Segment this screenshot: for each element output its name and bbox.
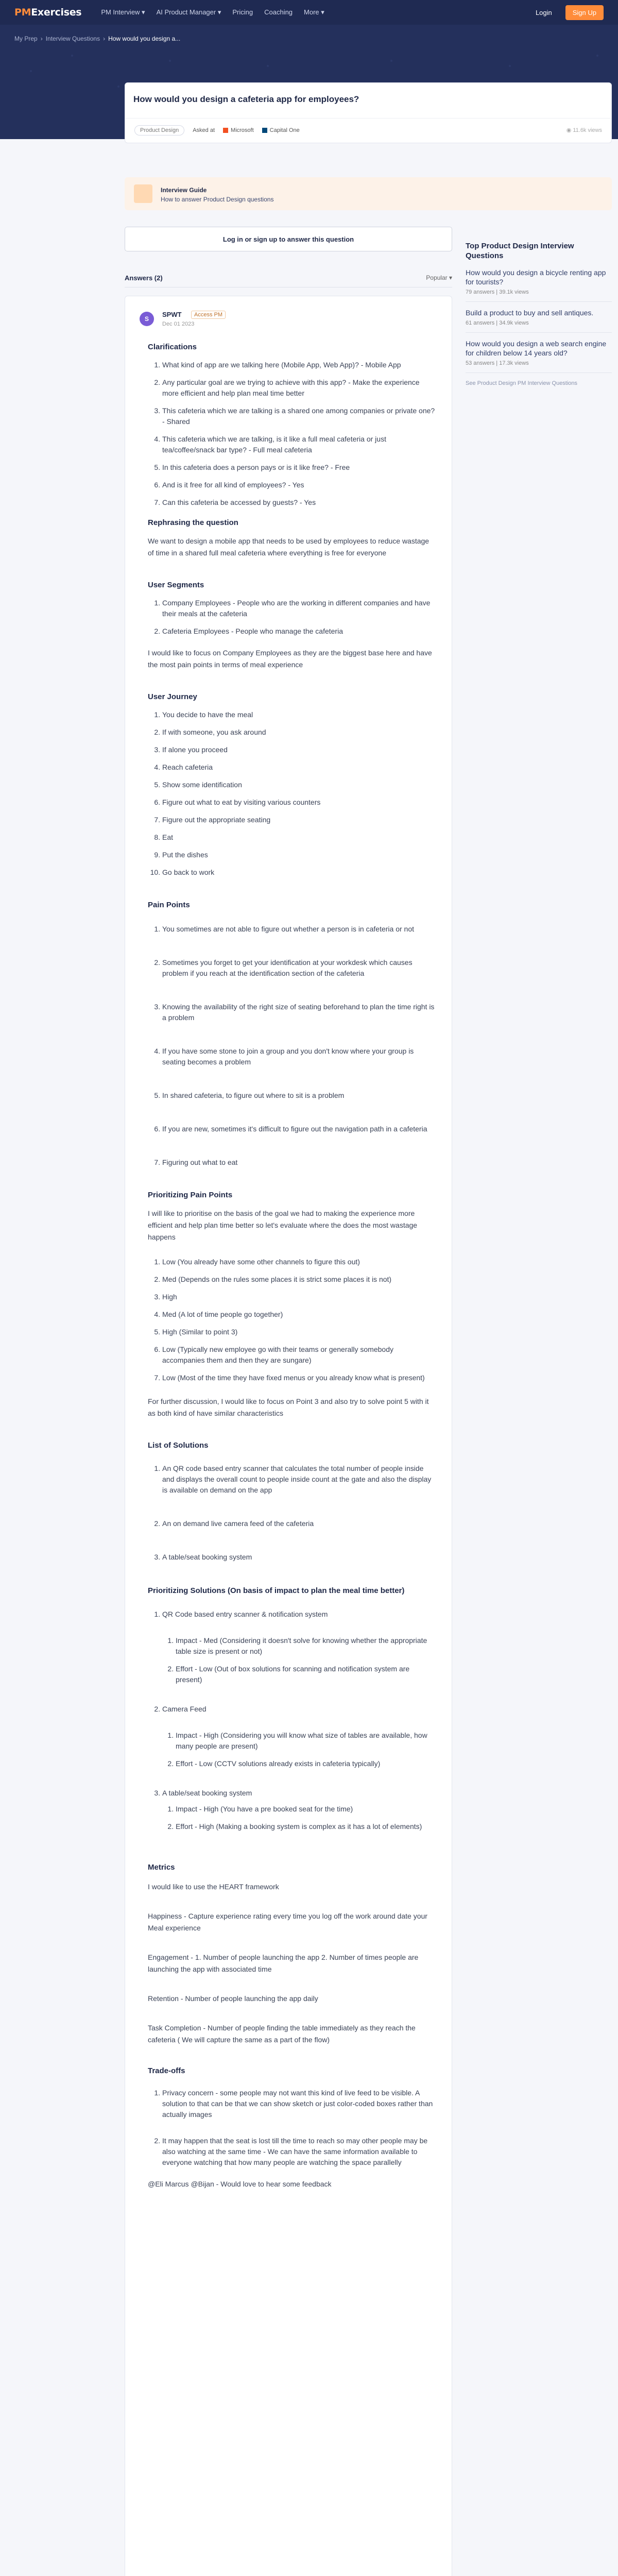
sidebar-question-meta: 61 answers | 34.9k views	[466, 320, 529, 326]
list-item: 5. High (Similar to point 3)	[162, 1327, 436, 1337]
list-item: 3. A table/seat booking system	[162, 1552, 436, 1563]
nav-link-coaching[interactable]: Coaching	[264, 8, 293, 16]
list-item	[162, 1788, 436, 1832]
nav-link-ai-pm[interactable]: AI Product Manager ▾	[156, 8, 221, 16]
section-heading: User Segments	[148, 581, 204, 589]
sidebar-question-item[interactable]	[466, 268, 612, 302]
list-item: 3. High	[162, 1292, 436, 1302]
list-item: 5. In this cafeteria does a person pays or is it like free? - Free	[162, 462, 436, 473]
list-item: 3. This cafeteria which we are talking is a shared one among companies or private one? - Shared	[162, 405, 436, 427]
list-item	[162, 1704, 436, 1769]
capital-one-logo-icon	[262, 128, 267, 133]
list-item: 6. If you are new, sometimes it's difficult to figure out the navigation path in a cafeteria	[162, 1124, 436, 1134]
list-item: 1. You sometimes are not able to figure out whether a person is in cafeteria or not	[162, 924, 436, 935]
question-card	[125, 82, 612, 143]
list-item: 2. Any particular goal are we trying to achieve with this app? - Make the experience more efficient and help plan meal time better	[162, 377, 436, 399]
answers-count: Answers (2)	[125, 274, 163, 282]
eye-icon: ◉	[566, 127, 573, 133]
logo[interactable]	[14, 7, 81, 18]
sidebar-question-title[interactable]: How would you design a bicycle renting app for tourists?	[466, 268, 606, 286]
company-capital-one[interactable]	[262, 127, 300, 133]
answer-body	[148, 343, 436, 2199]
breadcrumb-separator: ›	[103, 35, 106, 42]
nav-actions	[529, 5, 604, 20]
list-item: 3. Knowing the availability of the right size of seating beforehand to plan the time right is a problem	[162, 1002, 436, 1023]
paragraph: For further discussion, I would like to focus on Point 3 and also try to solve point 5 with it as both kind of have similar characteristics	[148, 1397, 429, 1417]
sub-list	[176, 1635, 436, 1685]
list-item: 2. Effort - High (Making a booking system is complex as it has a lot of elements)	[176, 1821, 436, 1832]
sidebar-question-item[interactable]	[466, 308, 612, 333]
top-nav	[0, 0, 618, 25]
section-heading: Trade-offs	[148, 2066, 185, 2075]
list-item: 5. In shared cafeteria, to figure out where to sit is a problem	[162, 1090, 436, 1101]
list-item: 1. Impact - High (You have a pre booked seat for the time)	[176, 1804, 436, 1815]
sub-list	[176, 1804, 436, 1832]
paragraph: I would like to focus on Company Employees as they are the biggest base here and have the most pain points in terms of meal experience	[148, 649, 432, 669]
list-item: 2. Med (Depends on the rules some places it is strict some places it is not)	[162, 1274, 436, 1285]
list-item: 1. Privacy concern - some people may not want this kind of live feed to be visible. A solution to that can be that we can show sketch or just color-coded boxes rather than actually images	[162, 2088, 436, 2120]
answers-header	[125, 274, 452, 287]
breadcrumb	[14, 35, 180, 42]
list-item: 7. Figuring out what to eat	[162, 1157, 436, 1168]
question-meta	[125, 118, 611, 142]
list-item: 1. You decide to have the meal	[162, 709, 436, 720]
section-heading: Prioritizing Pain Points	[148, 1191, 233, 1199]
views-label: 11.6k views	[573, 127, 602, 133]
clarifications-list	[162, 360, 436, 508]
answer-card	[125, 296, 452, 2576]
paragraph: Retention - Number of people launching the app daily	[148, 1994, 318, 2003]
solutions-list	[162, 1463, 436, 1563]
nav-link-more[interactable]: More ▾	[304, 8, 324, 16]
paragraph: I will like to prioritise on the basis of the goal we had to making the experience more efficient and help plan time better so let's evaluate where the does the most wastage happens	[148, 1209, 418, 1241]
interview-guide-banner[interactable]	[125, 177, 612, 210]
solution-title: QR Code based entry scanner & notification system	[162, 1610, 328, 1618]
section-heading: Clarifications	[148, 343, 197, 351]
list-item: 3. If alone you proceed	[162, 744, 436, 755]
nav-links	[101, 8, 324, 16]
section-heading: Rephrasing the question	[148, 518, 238, 527]
section-heading: Metrics	[148, 1863, 175, 1872]
list-item: 7. Figure out the appropriate seating	[162, 815, 436, 825]
list-item: 4. Reach cafeteria	[162, 762, 436, 773]
microsoft-logo-icon	[223, 128, 228, 133]
views-count	[566, 127, 602, 133]
asked-at-label: Asked at	[193, 127, 215, 133]
list-item: 1. Company Employees - People who are the working in different companies and have their meals at the cafeteria	[162, 598, 436, 619]
list-item: 1. Impact - High (Considering you will know what size of tables are available, how many people are present)	[176, 1730, 436, 1752]
pain-points-list	[162, 924, 436, 1168]
tradeoffs-list	[162, 2088, 436, 2168]
list-item: 2. An on demand live camera feed of the cafeteria	[162, 1518, 436, 1529]
paragraph: We want to design a mobile app that needs to be used by employees to reduce wastage of time in a shared full meal cafeteria where everything is free for everyone	[148, 537, 430, 557]
list-item: 6. Figure out what to eat by visiting various counters	[162, 797, 436, 808]
paragraph: I would like to use the HEART framework	[148, 1883, 279, 1891]
book-icon	[134, 184, 152, 203]
list-item: 2. It may happen that the seat is lost till the time to reach so may other people may be also watching at the same time - We can have the same information available to everyone watching that how many people are watching the space parallelly	[162, 2136, 436, 2168]
list-item: 4. Med (A lot of time people go together)	[162, 1309, 436, 1320]
list-item: 1. Low (You already have some other channels to figure this out)	[162, 1257, 436, 1267]
answer-author	[140, 308, 449, 333]
priority-list	[162, 1257, 436, 1383]
sidebar-question-meta: 79 answers | 39.1k views	[466, 289, 529, 295]
nav-link-pm-interview[interactable]: PM Interview ▾	[101, 8, 145, 16]
company-name: Microsoft	[231, 127, 254, 133]
list-item: 6. Low (Typically new employee go with their teams or generally somebody accompanies them and then they are sungare)	[162, 1344, 436, 1366]
list-item	[162, 1609, 436, 1685]
section-heading: Prioritizing Solutions (On basis of impact to plan the meal time better)	[148, 1586, 405, 1595]
nav-link-pricing[interactable]: Pricing	[232, 8, 253, 16]
list-item: 2. Effort - Low (CCTV solutions already exists in cafeteria typically)	[176, 1758, 436, 1769]
paragraph: Task Completion - Number of people finding the table immediately as they reach the cafeteria ( We will capture the same as a part of the flow)	[148, 2024, 416, 2044]
author-name[interactable]: SPWT	[162, 311, 182, 318]
list-item: 4. This cafeteria which we are talking, is it like a full meal cafeteria or just tea/coffee/snack bar type? - Full meal cafeteria	[162, 434, 436, 455]
logo-rest: Exercises	[31, 7, 82, 18]
breadcrumb-my-prep[interactable]: My Prep	[14, 35, 38, 42]
breadcrumb-separator: ›	[40, 35, 43, 42]
list-item: 1. An QR code based entry scanner that calculates the total number of people inside and displays the overall count to people inside count at the gate and also the display is available on demand on the app	[162, 1463, 436, 1496]
list-item: 5. Show some identification	[162, 779, 436, 790]
sidebar-question-title[interactable]: How would you design a web search engine for children below 14 years old?	[466, 340, 607, 357]
paragraph: @Eli Marcus @Bijan - Would love to hear some feedback	[148, 2180, 332, 2188]
question-title: How would you design a cafeteria app for employees?	[133, 94, 359, 104]
breadcrumb-interview-questions[interactable]: Interview Questions	[45, 35, 100, 42]
answer-date: Dec 01 2023	[162, 321, 195, 327]
login-button[interactable]: Login	[535, 8, 552, 16]
sidebar-question-item[interactable]	[466, 339, 612, 373]
company-name: Capital One	[269, 127, 300, 133]
sidebar-question-meta: 53 answers | 17.3k views	[466, 360, 529, 366]
guide-subtitle[interactable]: How to answer Product Design questions	[161, 196, 274, 203]
sidebar-question-title[interactable]: Build a product to buy and sell antiques.	[466, 309, 594, 317]
list-item: 2. If with someone, you ask around	[162, 727, 436, 738]
list-item: 2. Sometimes you forget to get your identification at your workdesk which causes problem if you reach at the identification section of the cafeteria	[162, 957, 436, 979]
list-item: 7. Low (Most of the time they have fixed menus or you already know what is present)	[162, 1372, 436, 1383]
section-heading: Pain Points	[148, 901, 190, 909]
see-all-link[interactable]: See Product Design PM Interview Questions	[466, 380, 578, 386]
sort-dropdown[interactable]: Popular ▾	[426, 274, 452, 281]
list-item: 2. Effort - Low (Out of box solutions for scanning and notification system are present)	[176, 1664, 436, 1685]
segments-list	[162, 598, 436, 637]
list-item: 2. Cafeteria Employees - People who manage the cafeteria	[162, 626, 436, 637]
list-item: 9. Put the dishes	[162, 850, 436, 860]
sub-list	[176, 1730, 436, 1769]
paragraph: Engagement - 1. Number of people launching the app 2. Number of times people are launching the app with associated time	[148, 1953, 419, 1973]
author-badge: Access PM	[191, 311, 226, 319]
login-to-answer-button[interactable]: Log in or sign up to answer this question	[125, 227, 452, 251]
solution-title: A table/seat booking system	[162, 1789, 252, 1797]
logo-pm: PM	[14, 7, 31, 18]
solution-title: Camera Feed	[162, 1705, 207, 1713]
list-item: 8. Eat	[162, 832, 436, 843]
section-heading: User Journey	[148, 692, 197, 701]
list-item: 1. What kind of app are we talking here (Mobile App, Web App)? - Mobile App	[162, 360, 436, 370]
paragraph: Happiness - Capture experience rating every time you log off the work around date your Meal experience	[148, 1912, 427, 1932]
list-item: 1. Impact - Med (Considering it doesn't solve for knowing whether the appropriate table size is present or not)	[176, 1635, 436, 1657]
list-item: 10. Go back to work	[162, 867, 436, 878]
avatar[interactable]: S	[140, 312, 154, 326]
category-tag[interactable]: Product Design	[134, 125, 184, 135]
sidebar-top-questions	[466, 241, 612, 387]
journey-list	[162, 709, 436, 878]
section-heading: List of Solutions	[148, 1441, 209, 1450]
prioritized-solutions-list	[162, 1609, 436, 1832]
signup-button[interactable]: Sign Up	[565, 5, 604, 20]
sidebar-title: Top Product Design Interview Questions	[466, 242, 574, 260]
guide-title: Interview Guide	[161, 187, 207, 194]
breadcrumb-current: How would you design a...	[108, 35, 181, 42]
list-item: 6. And is it free for all kind of employees? - Yes	[162, 480, 436, 490]
list-item: 4. If you have some stone to join a group and you don't know where your group is seating becomes a problem	[162, 1046, 436, 1067]
company-microsoft[interactable]	[223, 127, 254, 133]
list-item: 7. Can this cafeteria be accessed by guests? - Yes	[162, 497, 436, 508]
